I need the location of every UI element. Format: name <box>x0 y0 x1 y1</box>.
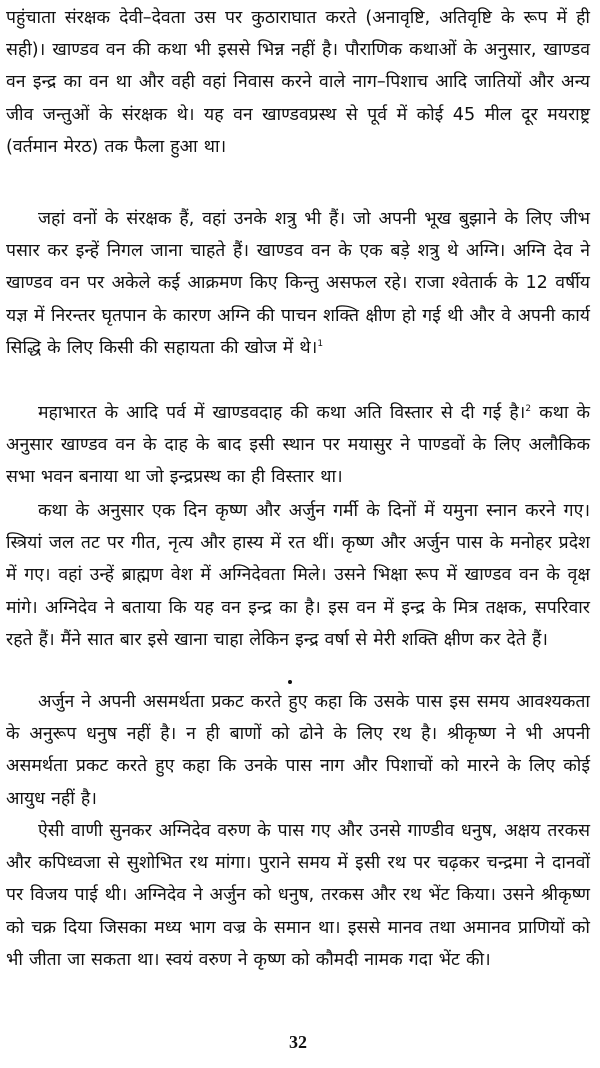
paragraph-4-text: कथा के अनुसार एक दिन कृष्ण और अर्जुन गर्मी के दिनों में यमुना स्नान करने गए। स्त्रियां जल तट पर गीत, नृत्य और हास्य में रत थीं। कृष्ण और अर्जुन पास के मनोहर प्रदेश में गए। वहां उन्हें ब्राह्मण वेश में अग्निदेवता मिले। उसने भिक्षा रूप में खाण्डव वन के वृक्ष मांगे। अग्निदेव ने बताया कि यह वन इन्द्र का है। इस वन में इन्द्र के मित्र तक्षक, सपरिवार रहते हैं। मैंने सात बार इसे खाना चाहा लेकिन इन्द्र वर्षा से मेरी शक्ति क्षीण कर देते हैं। <box>6 501 590 650</box>
paragraph-6 <box>6 815 590 976</box>
paragraph-2-text: जहां वनों के संरक्षक हैं, वहां उनके शत्रु भी हैं। जो अपनी भूख बुझाने के लिए जीभ पसार कर इन्हें निगल जाना चाहते हैं। खाण्डव वन के एक बड़े शत्रु थे अग्नि। अग्नि देव ने खाण्डव वन पर अकेले कई आक्रमण किए किन्तु असफल रहे। राजा श्वेतार्क के 12 वर्षीय यज्ञ में निरन्तर घृतपान के कारण अग्नि की पाचन शक्ति क्षीण हो गई थी और वे अपनी कार्य सिद्धि के लिए किसी की सहायता की खोज में थे। <box>6 209 590 358</box>
paragraph-6-text: ऐसी वाणी सुनकर अग्निदेव वरुण के पास गए और उनसे गाण्डीव धनुष, अक्षय तरकस और कपिध्वजा से सुशोभित रथ मांगा। पुराने समय में इसी रथ पर चढ़कर चन्द्रमा ने दानवों पर विजय पाई थी। अग्निदेव ने अर्जुन को धनुष, तरकस और रथ भेंट किया। उसने श्रीकृष्ण को चक्र दिया जिसका मध्य भाग वज्र के समान था। इससे मानव तथा अमानव प्राणियों को भी जीता जा सकता था। स्वयं वरुण ने कृष्ण को कौमदी नामक गदा भेंट की। <box>6 821 590 970</box>
book-page <box>6 0 590 1068</box>
paragraph-5-text: अर्जुन ने अपनी असमर्थता प्रकट करते हुए कहा कि उसके पास इस समय आवश्यकता के अनुरूप धनुष नहीं है। न ही बाणों को ढोने के लिए रथ है। श्रीकृष्ण ने भी अपनी असमर्थता प्रकट करते हुए कहा कि उनके पास नाग और पिशाचों को मारने के लिए कोई आयुध नहीं है। <box>6 692 590 809</box>
paragraph-3-text: महाभारत के आदि पर्व में खाण्डवदाह की कथा अति विस्तार से दी गई है। <box>38 403 526 423</box>
paragraph-5 <box>6 686 590 815</box>
paragraph-4 <box>6 495 590 656</box>
paragraph-1 <box>6 2 590 163</box>
paragraph-2 <box>6 203 590 364</box>
paragraph-3 <box>6 397 590 494</box>
paragraph-1-text: पहुंचाता संरक्षक देवी–देवता उस पर कुठाराघात करते (अनावृष्टि, अतिवृष्टि के रूप में ही सही)। खाण्डव वन की कथा भी इससे भिन्न नहीं है। पौराणिक कथाओं के अनुसार, खाण्डव वन इन्द्र का वन था और वही वहां निवास करने वाले नाग–पिशाच आदि जातियों और अन्य जीव जन्तुओं के संरक्षक थे। यह वन खाण्डवप्रस्थ से पूर्व में कोई 45 मील दूर मयराष्ट्र (वर्तमान मेरठ) तक फैला हुआ था। <box>6 8 590 157</box>
footnote-marker-1[interactable]: 1 <box>317 338 324 349</box>
paragraph-3-continuation: कथा के अनुसार खाण्डव वन के दाह के बाद इसी स्थान पर मयासुर ने पाण्डवों के लिए अलौकिक सभा भवन बनाया था जो इन्द्रप्रस्थ का ही विस्तार था। <box>6 403 590 488</box>
stray-dot-mark <box>288 680 292 684</box>
page-number: 32 <box>289 1032 307 1052</box>
footnote-marker-2[interactable]: 2 <box>525 404 532 415</box>
